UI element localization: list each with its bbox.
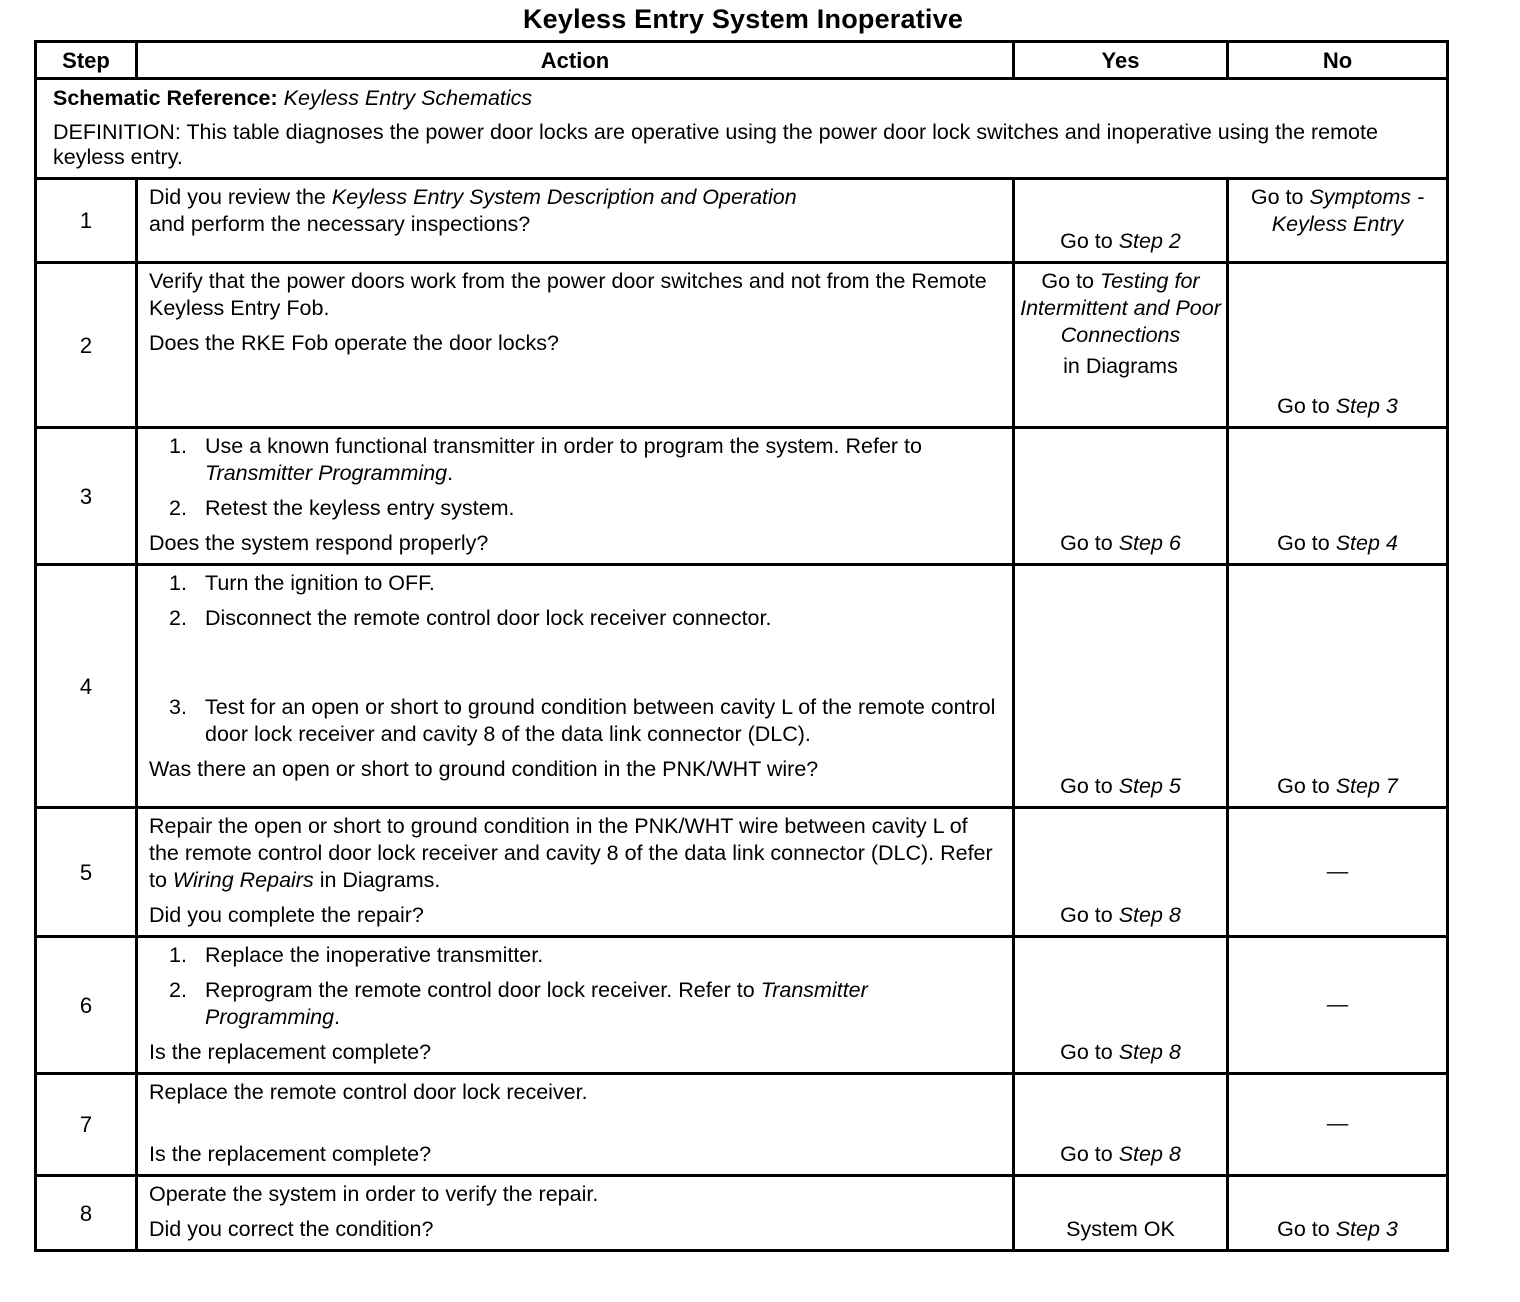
reference-cell <box>36 79 1448 179</box>
action-question: Does the RKE Fob operate the door locks? <box>149 331 559 355</box>
action-text: and perform the necessary inspections? <box>149 212 531 236</box>
list-item <box>149 605 1002 632</box>
list-number: 2. <box>169 978 187 1002</box>
list-number: 1. <box>169 943 187 967</box>
go-to-label: Go to <box>1250 185 1304 209</box>
header-action: Action <box>137 42 1014 79</box>
table-row <box>36 179 1448 263</box>
header-no: No <box>1228 42 1448 79</box>
action-reference: Transmitter Programming <box>205 461 448 485</box>
action-text-part: Repair the open or short to ground condition in the PNK/WHT wire between cavity L of the remote control door lock receiver and cavity 8 of the data link connector (DLC). Refer to <box>149 814 993 892</box>
step-number: 3 <box>36 428 137 565</box>
header-step: Step <box>36 42 137 79</box>
yes-suffix: in Diagrams <box>1063 354 1178 378</box>
list-item <box>149 977 1002 1031</box>
action-list <box>149 942 1002 1031</box>
no-cell <box>1228 565 1448 808</box>
list-text: Replace the inoperative transmitter. <box>205 943 544 967</box>
no-step-link[interactable]: Step 3 <box>1335 1217 1398 1241</box>
no-cell <box>1228 263 1448 428</box>
list-text: Disconnect the remote control door lock receiver connector. <box>205 606 772 630</box>
yes-cell <box>1014 179 1228 263</box>
go-to-label: Go to <box>1277 531 1330 555</box>
table-row <box>36 428 1448 565</box>
no-dash: — <box>1326 991 1349 1016</box>
list-text: Use a known functional transmitter in order to program the system. Refer to <box>205 434 922 458</box>
no-cell <box>1228 1074 1448 1176</box>
step-action <box>137 937 1014 1074</box>
no-cell <box>1228 937 1448 1074</box>
header-yes: Yes <box>1014 42 1228 79</box>
no-step-link[interactable]: Step 7 <box>1335 774 1398 798</box>
go-to-label: Go to <box>1277 774 1330 798</box>
definition-text: DEFINITION: This table diagnoses the power door locks are operative using the power door lock switches and inoperative using the remote keyless entry. <box>53 120 1378 169</box>
reference-row <box>36 79 1448 179</box>
yes-cell <box>1014 565 1228 808</box>
yes-step-link[interactable]: Testing for Intermittent and Poor Connections <box>1020 269 1221 347</box>
yes-cell <box>1014 937 1228 1074</box>
action-text <box>149 813 1002 894</box>
list-item <box>149 942 1002 969</box>
no-cell <box>1228 808 1448 937</box>
yes-cell <box>1014 808 1228 937</box>
list-number: 1. <box>169 434 187 458</box>
step-number: 7 <box>36 1074 137 1176</box>
list-text: Test for an open or short to ground condition between cavity L of the remote control door lock receiver and cavity 8 of the data link connector (DLC). <box>205 695 996 746</box>
action-question: Does the system respond properly? <box>149 531 489 555</box>
schematic-reference-value: Keyless Entry Schematics <box>283 86 533 110</box>
step-number: 1 <box>36 179 137 263</box>
action-text: Operate the system in order to verify the repair. <box>149 1182 599 1206</box>
no-cell <box>1228 428 1448 565</box>
list-text: . <box>447 461 454 485</box>
schematic-reference-label: Schematic Reference: <box>53 86 278 110</box>
list-item <box>149 495 1002 522</box>
page-title: Keyless Entry System Inoperative <box>522 4 964 34</box>
step-number: 6 <box>36 937 137 1074</box>
yes-step-link[interactable]: Step 8 <box>1118 1040 1181 1064</box>
step-action <box>137 179 1014 263</box>
action-text-part: in Diagrams. <box>319 868 441 892</box>
yes-cell <box>1014 263 1228 428</box>
yes-cell <box>1014 1176 1228 1251</box>
schematic-reference <box>53 85 1430 112</box>
step-action <box>137 565 1014 808</box>
go-to-label: Go to <box>1060 229 1113 253</box>
list-number: 1. <box>169 571 187 595</box>
yes-step-link[interactable]: Step 5 <box>1118 774 1181 798</box>
yes-step-link[interactable]: Step 6 <box>1118 531 1181 555</box>
step-action <box>137 263 1014 428</box>
table-row <box>36 937 1448 1074</box>
action-text: Verify that the power doors work from the power door switches and not from the Remote Keyless Entry Fob. <box>149 269 987 320</box>
list-item <box>149 433 1002 487</box>
action-question: Did you complete the repair? <box>149 903 424 927</box>
step-action <box>137 428 1014 565</box>
action-question: Did you correct the condition? <box>149 1217 434 1241</box>
no-cell <box>1228 1176 1448 1251</box>
action-text: Replace the remote control door lock receiver. <box>149 1080 588 1104</box>
go-to-label: Go to <box>1277 1217 1330 1241</box>
no-dash: — <box>1326 1111 1349 1135</box>
step-number: 5 <box>36 808 137 937</box>
go-to-label: Go to <box>1060 531 1113 555</box>
action-question: Is the replacement complete? <box>149 1040 432 1064</box>
list-number: 3. <box>169 695 187 719</box>
action-text: Did you review the <box>149 185 326 209</box>
list-number: 2. <box>169 606 187 630</box>
no-dash: — <box>1326 858 1349 883</box>
action-question: Was there an open or short to ground condition in the PNK/WHT wire? <box>149 757 819 781</box>
no-cell <box>1228 179 1448 263</box>
step-number: 2 <box>36 263 137 428</box>
diagnostic-table <box>34 40 1449 1252</box>
list-text: Turn the ignition to OFF. <box>205 571 435 595</box>
yes-cell <box>1014 1074 1228 1176</box>
go-to-label: Go to <box>1041 269 1094 293</box>
action-list <box>149 570 1002 748</box>
go-to-label: Go to <box>1060 1142 1113 1166</box>
action-reference: Wiring Repairs <box>172 868 314 892</box>
yes-step-link[interactable]: Step 8 <box>1118 903 1181 927</box>
list-number: 2. <box>169 496 187 520</box>
list-text: . <box>334 1005 341 1029</box>
no-step-link[interactable]: Step 3 <box>1335 394 1398 418</box>
yes-cell <box>1014 428 1228 565</box>
step-number: 4 <box>36 565 137 808</box>
table-row <box>36 565 1448 808</box>
list-text: Retest the keyless entry system. <box>205 496 515 520</box>
action-reference: Keyless Entry System Description and Operation <box>331 185 797 209</box>
step-action <box>137 1176 1014 1251</box>
step-number: 8 <box>36 1176 137 1251</box>
header-row <box>36 42 1448 79</box>
step-action <box>137 1074 1014 1176</box>
yes-step-link[interactable]: Step 2 <box>1118 229 1181 253</box>
action-list <box>149 433 1002 522</box>
yes-step-link[interactable]: Step 8 <box>1118 1142 1181 1166</box>
no-step-link[interactable]: Step 4 <box>1335 531 1398 555</box>
list-item <box>149 570 1002 597</box>
go-to-label: Go to <box>1277 394 1330 418</box>
step-action <box>137 808 1014 937</box>
go-to-label: Go to <box>1060 903 1113 927</box>
table-row <box>36 263 1448 428</box>
go-to-label: Go to <box>1060 1040 1113 1064</box>
no-step-link[interactable]: Symptoms - Keyless Entry <box>1271 185 1425 236</box>
table-row <box>36 1074 1448 1176</box>
list-item <box>149 694 1002 748</box>
yes-result: System OK <box>1066 1217 1175 1241</box>
list-text: Reprogram the remote control door lock receiver. Refer to <box>205 978 755 1002</box>
action-reference: Transmitter Programming <box>205 978 868 1029</box>
go-to-label: Go to <box>1060 774 1113 798</box>
action-question: Is the replacement complete? <box>149 1142 432 1166</box>
table-row <box>36 1176 1448 1251</box>
table-row <box>36 808 1448 937</box>
